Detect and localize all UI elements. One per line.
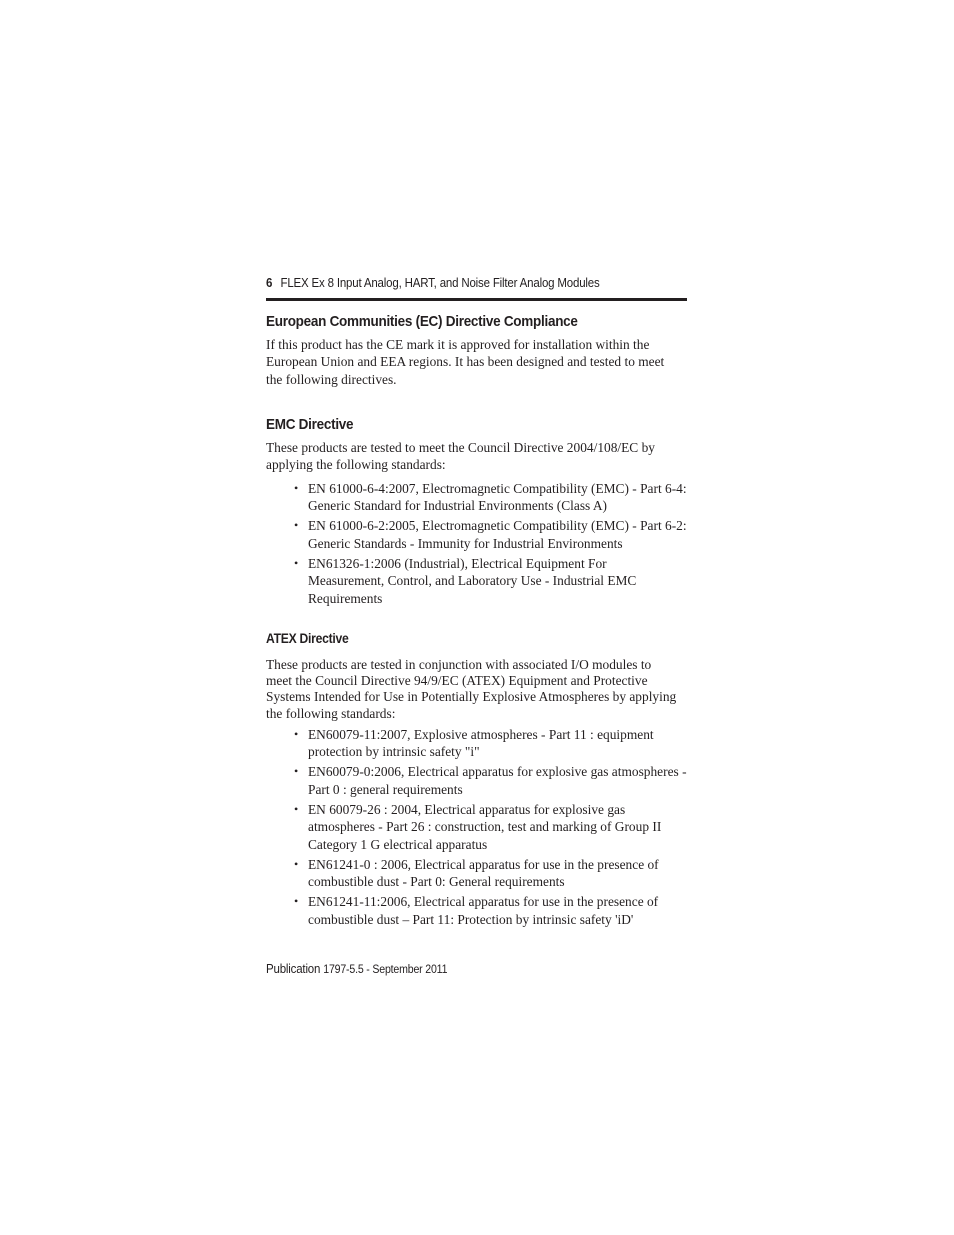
list-item-line: atmospheres - Part 26 : construction, test and marking of Group II (308, 819, 662, 835)
list-item-line: EN61326-1:2006 (Industrial), Electrical Equipment For (308, 555, 607, 571)
paragraph-line: These products are tested in conjunction with associated I/O modules to (266, 657, 652, 672)
list-item-line: EN61241-11:2006, Electrical apparatus for use in the presence of (308, 894, 659, 910)
publication-label: Publication (266, 962, 321, 976)
bullet-icon: • (294, 481, 299, 495)
paragraph-line: If this product has the CE mark it is approved for installation within the (266, 337, 650, 352)
paragraph-line: European Union and EEA regions. It has been designed and tested to meet (266, 354, 665, 370)
list-item-line: combustible dust - Part 0: General requirements (308, 874, 565, 890)
list-item (266, 856, 688, 891)
list-item-line: EN61241-0 : 2006, Electrical apparatus for use in the presence of (308, 856, 659, 872)
list-item-line: EN 61000-6-4:2007, Electromagnetic Compatibility (EMC) - Part 6-4: (308, 481, 687, 496)
list-item-line: EN60079-11:2007, Explosive atmospheres - Part 11 : equipment (308, 727, 654, 742)
list-item-line: Requirements (308, 590, 383, 606)
list-item (266, 555, 688, 607)
list-item-line: combustible dust – Part 11: Protection by intrinsic safety 'iD' (308, 911, 634, 927)
list-item-line: EN60079-0:2006, Electrical apparatus for explosive gas atmospheres - (308, 764, 687, 780)
atex-standards-list (266, 726, 688, 931)
list-item (266, 763, 688, 798)
list-item (266, 517, 688, 552)
list-item-line: Generic Standard for Industrial Environments (Class A) (308, 498, 607, 514)
emc-heading: EMC Directive (266, 416, 354, 433)
bullet-icon: • (294, 518, 299, 533)
list-item (266, 480, 688, 515)
paragraph-line: the following standards: (266, 705, 396, 721)
list-item (266, 893, 688, 928)
bullet-icon: • (294, 727, 299, 741)
list-item-line: EN 61000-6-2:2005, Electromagnetic Compatibility (EMC) - Part 6-2: (308, 518, 687, 534)
paragraph-line: the following directives. (266, 371, 397, 387)
list-item-line: protection by intrinsic safety "i" (308, 744, 480, 760)
paragraph-line: applying the following standards: (266, 457, 446, 473)
document-title: FLEX Ex 8 Input Analog, HART, and Noise Filter Analog Modules (280, 276, 600, 290)
list-item-line: Part 0 : general requirements (308, 781, 463, 797)
emc-paragraph (266, 439, 688, 474)
list-item-line: Measurement, Control, and Laboratory Use - Industrial EMC (308, 573, 637, 589)
list-item-line: Generic Standards - Immunity for Industrial Environments (308, 535, 623, 551)
bullet-icon: • (294, 894, 299, 909)
ec-heading: European Communities (EC) Directive Compliance (266, 313, 578, 330)
bullet-icon: • (294, 555, 299, 570)
publication-number: 1797-5.5 - September 2011 (323, 964, 448, 976)
paragraph-line: Systems Intended for Use in Potentially Explosive Atmospheres by applying (266, 689, 677, 705)
bullet-icon: • (294, 856, 299, 871)
ec-paragraph (266, 336, 688, 388)
atex-heading: ATEX Directive (266, 631, 349, 646)
paragraph-line: meet the Council Directive 94/9/EC (ATEX) Equipment and Protective (266, 673, 648, 689)
publication-footer (266, 962, 447, 976)
list-item-line: EN 60079-26 : 2004, Electrical apparatus for explosive gas (308, 801, 626, 817)
list-item-line: Category 1 G electrical apparatus (308, 836, 488, 852)
bullet-icon: • (294, 764, 299, 779)
header-rule (266, 298, 687, 301)
page-number: 6 (266, 276, 273, 290)
list-item (266, 726, 688, 761)
bullet-icon: • (294, 801, 299, 816)
list-item (266, 801, 688, 853)
paragraph-line: These products are tested to meet the Council Directive 2004/108/EC by (266, 440, 655, 455)
emc-standards-list (266, 480, 688, 610)
atex-paragraph (266, 657, 688, 722)
running-header (266, 276, 654, 290)
